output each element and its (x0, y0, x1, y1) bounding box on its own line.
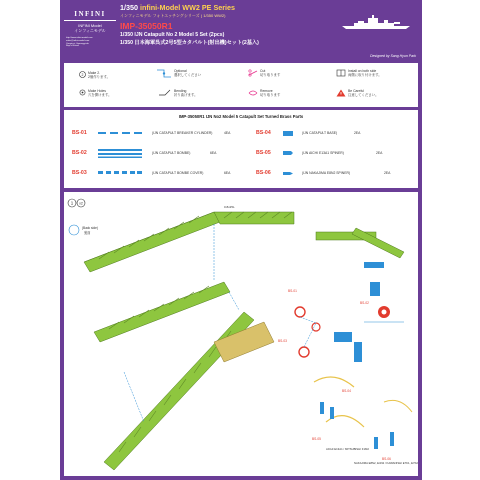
label-bs02: BS-02 (360, 301, 369, 305)
bombe-icon (98, 148, 142, 158)
breaker-cylinder-icon (98, 130, 142, 136)
part-code: BS-01 (72, 130, 87, 136)
part-desc: (IJN CATAPULT BREAKER CYLINDER) (152, 131, 213, 135)
make-count: x2 (79, 201, 83, 206)
remove-icon (248, 89, 258, 98)
legend-label-jp: 選択してください (174, 73, 202, 77)
part-qty: 2EA (354, 131, 361, 135)
legend-label: Make 2. (88, 71, 101, 75)
catapult-rail-middle (94, 282, 230, 342)
label-bs05: BS-05 (312, 437, 321, 441)
part-qty: 6EA (224, 171, 231, 175)
legend-label: Install on both side (348, 69, 377, 73)
careful-icon (336, 89, 346, 98)
catapult-rail-top (84, 212, 294, 272)
x2-icon (79, 71, 86, 79)
legend-label: Bending (174, 89, 187, 93)
back-side-label: (Back side) (82, 226, 98, 230)
part-desc: (IJN CATAPULT BASE) (302, 131, 338, 135)
part-qty: 2EA (376, 151, 383, 155)
legend-label-jp: 穴を開けます。 (88, 93, 112, 97)
legend-panel (64, 63, 418, 107)
cut-icon (248, 69, 258, 78)
nakajima-spinner-icon (282, 171, 294, 176)
legend-item (88, 89, 111, 97)
legend-label: Optional (174, 69, 187, 73)
instruction-sheet (60, 0, 422, 480)
part-code: BS-03 (72, 170, 87, 176)
part-code: BS-04 (256, 130, 271, 136)
nakajima-label: NAKAJIMA E8N2, E4N2 / KAWANISHI E7K1, E7K2 (354, 461, 418, 465)
legend-label-jp: 注意してください。 (348, 93, 379, 97)
legend-item (260, 89, 280, 97)
parts-title: IMP-35050R1 IJN No2 Model 5 Catapult Set Turned Brass Parts (178, 114, 304, 119)
legend-label-jp: 切り取ります (260, 73, 281, 77)
catapult-base-group (316, 228, 404, 362)
legend-label-jp: 2個作ります。 (88, 75, 110, 79)
catapult-rail-bottom (104, 312, 274, 470)
legend-label-jp: 両側に取り付けます。 (348, 73, 382, 77)
legend-item (348, 69, 382, 77)
legend-label-jp: 折り曲げます。 (174, 93, 198, 97)
logo-contact (64, 37, 116, 48)
drill-icon (79, 89, 86, 97)
step-number: 1 (70, 200, 74, 206)
series-title (120, 3, 416, 12)
catapult-base-icon (282, 130, 294, 137)
legend-item (348, 89, 379, 97)
aichi-label: AICHI E13A1 / MITSUBISHI F1M2 (326, 447, 369, 451)
logo-jp: インフィニモデル (74, 28, 106, 33)
battleship-silhouette (340, 14, 414, 30)
header (60, 0, 422, 62)
legend-label: Make Holes (88, 89, 106, 93)
part-ref: 0.8x25L (224, 205, 235, 209)
both-sides-icon (336, 69, 346, 78)
logo-brand: INFINI (64, 10, 116, 21)
part-desc: (IJN NAKAJIMA E8N2 SPINER) (302, 171, 351, 175)
part-desc: (IJN CATAPULT BOMBE) (152, 151, 191, 155)
series-jp: インフィニモデル フォトエッチングシリーズ ( 1/350 WW2) (120, 13, 226, 18)
svg-text:2: 2 (81, 73, 84, 77)
contact-line: Yongin-si, Gyeonggi-do (66, 42, 89, 45)
pulley-parts (295, 307, 320, 357)
part-code: BS-05 (256, 150, 271, 156)
legend-item (174, 69, 201, 77)
contact-line: http://www.infini-model.com (66, 37, 93, 39)
designer-credit: Designed by Sang Hyun Park (370, 54, 416, 58)
series-name: infini-Model WW2 PE Series (139, 3, 236, 12)
turned-brass-parts-panel (64, 110, 418, 188)
part-qty: 6EA (210, 151, 217, 155)
assembly-drawing (64, 192, 418, 476)
part-code: BS-02 (72, 150, 87, 156)
product-code: IMP-35050R1 (120, 21, 173, 31)
part-code: BS-06 (256, 170, 271, 176)
label-bs04: BS-04 (342, 389, 351, 393)
legend-item (260, 69, 280, 77)
bombe-cover-icon (98, 169, 142, 177)
spinner-arcs (314, 377, 412, 427)
part-desc: (IJN CATAPULT BOMBE COVER) (152, 171, 204, 175)
back-side-callout (69, 225, 79, 235)
assembly-diagram (64, 192, 418, 476)
legend-label: Remove (260, 89, 273, 93)
contact-line: order@infini-model.com (66, 39, 90, 42)
part-qty: 2EA (384, 171, 391, 175)
contact-line: Rep of Korea (66, 45, 79, 48)
bend-icon (158, 89, 172, 98)
part-qty: 4EA (224, 131, 231, 135)
legend-label-jp: 切り取ります (260, 93, 281, 97)
label-bs03: BS-03 (278, 339, 287, 343)
part-desc: (IJN AICHI E13A1 SPINER) (302, 151, 344, 155)
legend-label: Be Careful (348, 89, 365, 93)
legend-item (81, 71, 110, 79)
back-side-label-jp: 裏面 (84, 231, 91, 235)
small-rods (320, 402, 394, 449)
product-title-en: 1/350 IJN Catapult No 2 Model 5 Set (2pcs) (120, 32, 225, 38)
brand-logo (64, 6, 116, 54)
legend-item (174, 89, 197, 97)
optional-icon (156, 69, 172, 79)
logo-sub: INFINI Model (78, 23, 102, 28)
aichi-spinner-icon (282, 150, 294, 156)
label-bs06: BS-06 (382, 457, 391, 461)
label-bs01: BS-01 (288, 289, 297, 293)
product-title-jp: 1/350 日本海軍呉式2号5型カタパルト(射出機)セット(2基入) (120, 40, 259, 46)
legend-label: Cut (260, 69, 266, 73)
series-scale: 1/350 (120, 3, 140, 12)
